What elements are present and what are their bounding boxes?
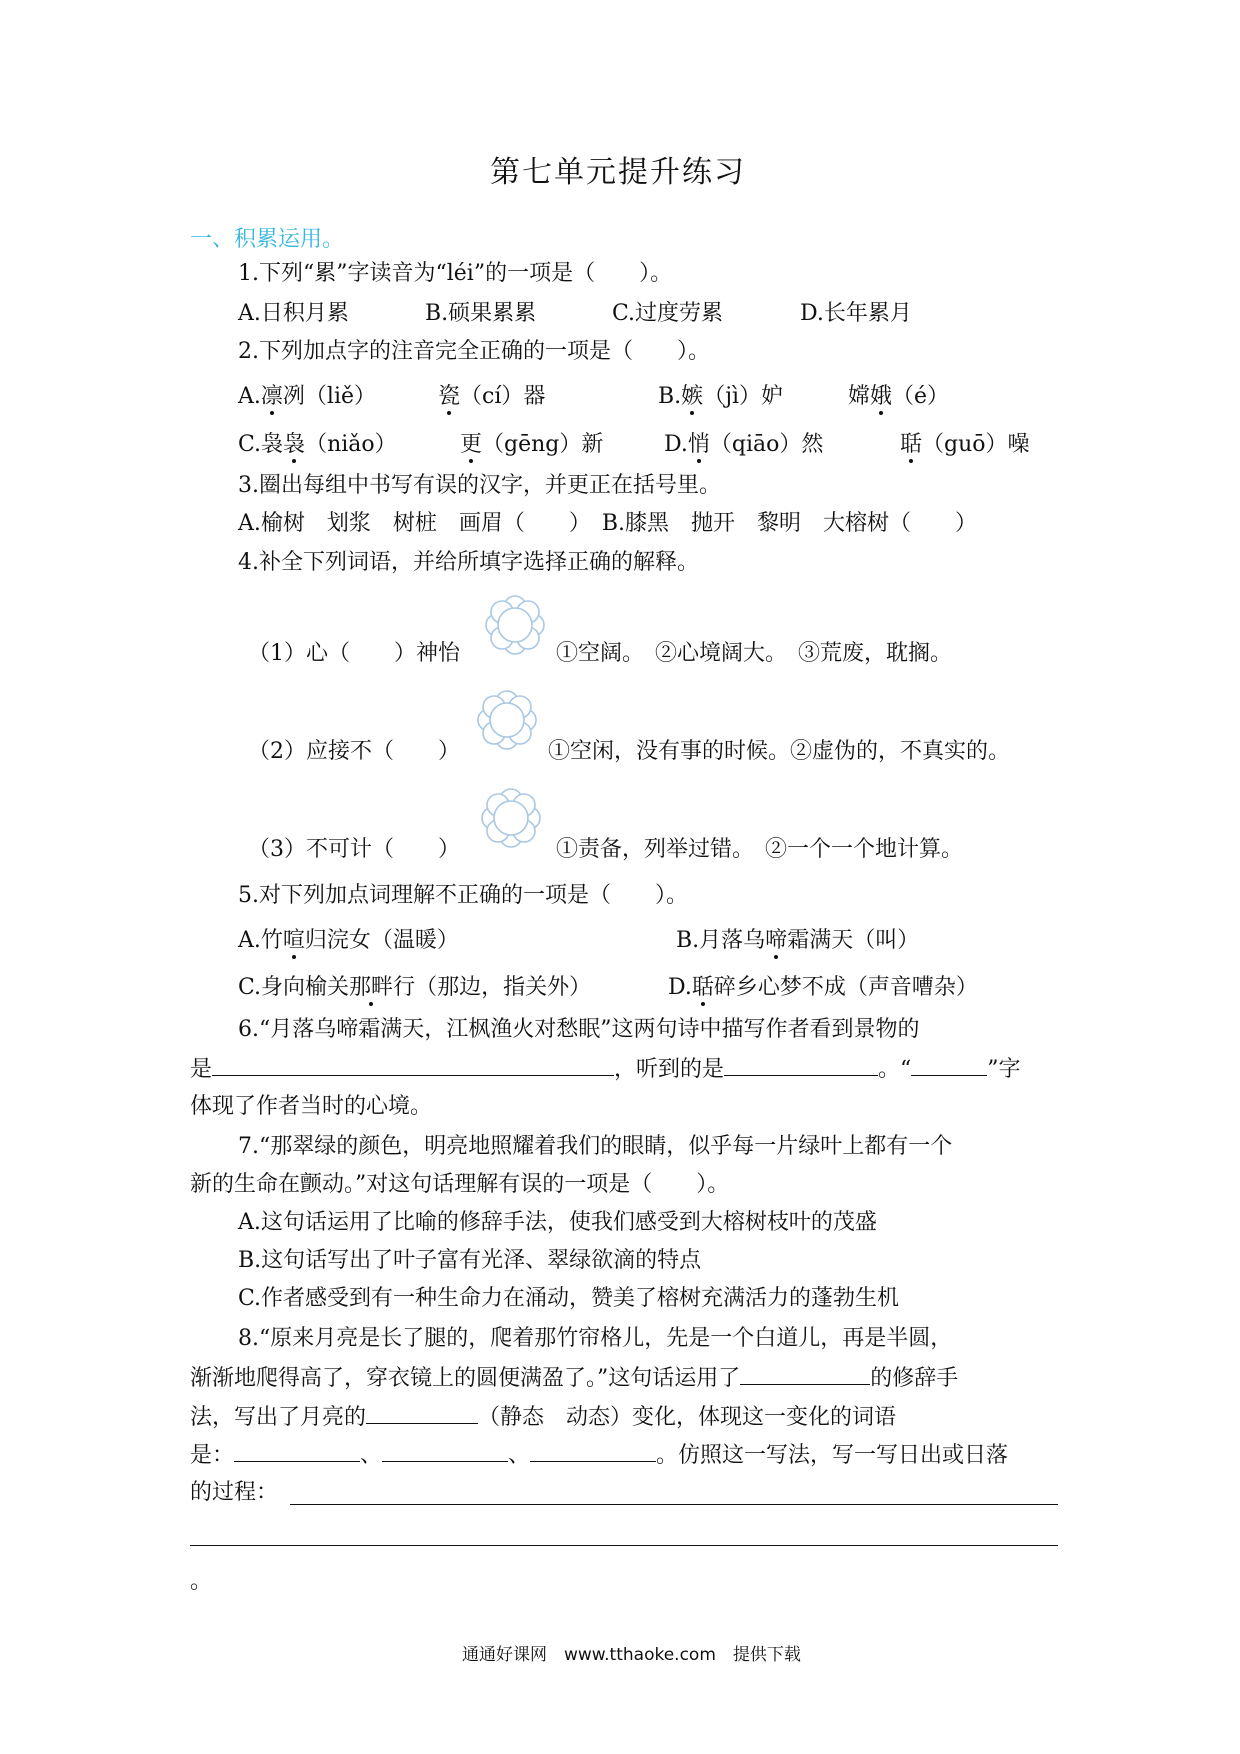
q5-option-a (238, 925, 459, 957)
text: ”字 (987, 1057, 1021, 1082)
q4-stem: 4.补全下列词语，并给所填字选择正确的解释。 (238, 550, 699, 575)
pinyin: （jì）妒 (703, 384, 784, 409)
q1-option-c: C.过度劳累 (612, 301, 724, 326)
text: B.月落乌 (676, 928, 766, 953)
q8-end-mark: 。 (190, 1569, 213, 1594)
text: C.身向榆关 (238, 975, 350, 1000)
text: 行（那边，指关外） (393, 975, 592, 1000)
pinyin: （qiāo）然 (709, 432, 824, 457)
dotted-char: 更 (460, 432, 483, 457)
q1-option-a: A.日积月累 (238, 301, 349, 326)
q8-line3 (190, 1401, 896, 1434)
q2-option-d1 (664, 429, 823, 461)
q4-item2: （2）应接不（ ） (248, 739, 460, 764)
dotted-char: 瓷 (438, 384, 461, 409)
answer-blank[interactable] (724, 1053, 878, 1076)
dotted-char: 嫉 (681, 384, 704, 409)
q5-option-d (668, 972, 978, 1004)
q4-item3-options: ①责备，列举过错。 ②一个一个地计算。 (556, 837, 964, 862)
text: 是 (190, 1057, 213, 1082)
label: B. (658, 384, 682, 409)
text: 霜满天（叫） (787, 928, 920, 953)
q7-option-b: B.这句话写出了叶子富有光泽、翠绿欲滴的特点 (238, 1248, 702, 1273)
dotted-char: 那畔 (349, 975, 394, 1000)
q3-stem: 3.圈出每组中书写有误的汉字，并更正在括号里。 (238, 473, 721, 498)
answer-blank[interactable] (530, 1439, 656, 1462)
pinyin: （é） (892, 384, 950, 409)
q2-option-d2 (900, 429, 1030, 461)
q4-item2-options: ①空闲，没有事的时候。②虚伪的，不真实的。 (548, 739, 1011, 764)
q8-line5: 的过程： (190, 1480, 279, 1505)
dotted-char: 凛 (260, 384, 283, 409)
answer-blank[interactable] (382, 1439, 508, 1462)
q7-line1: 7.“那翠绿的颜色，明亮地照耀着我们的眼睛，似乎每一片绿叶上都有一个 (238, 1134, 953, 1159)
q5-option-b (676, 925, 919, 957)
q7-option-c: C.作者感受到有一种生命力在涌动，赞美了榕树充满活力的蓬勃生机 (238, 1286, 900, 1311)
text: 归浣女（温暖） (304, 928, 459, 953)
pinyin: （gēng）新 (482, 432, 604, 457)
text: 是： (190, 1443, 235, 1468)
answer-line[interactable] (190, 1545, 1058, 1546)
q6-line2 (190, 1053, 1021, 1086)
flower-blank-icon (483, 593, 547, 657)
q5-stem: 5.对下列加点词理解不正确的一项是（ ）。 (238, 883, 688, 908)
dotted-char: 啼 (765, 928, 788, 953)
label: C.袅 (238, 432, 284, 457)
pinyin: （cí）器 (460, 384, 546, 409)
page-title: 第七单元提升练习 (490, 155, 746, 190)
q4-item3: （3）不可计（ ） (248, 837, 460, 862)
q1-stem: 1.下列“累”字读音为“léi”的一项是（ ）。 (238, 261, 673, 286)
text: （静态 动态）变化，体现这一变化的词语 (478, 1405, 897, 1430)
footer-credit: 通通好课网 www.tthaoke.com 提供下载 (462, 1645, 801, 1665)
q6-line3: 体现了作者当时的心境。 (190, 1094, 433, 1119)
q8-line1: 8.“原来月亮是长了腿的，爬着那竹帘格儿，先是一个白道儿，再是半圆， (238, 1326, 953, 1351)
section-heading: 一、积累运用。 (190, 227, 345, 252)
answer-blank[interactable] (911, 1053, 987, 1076)
flower-blank-icon (479, 786, 543, 850)
dotted-char: 娥 (870, 384, 893, 409)
q2-option-b1 (658, 381, 783, 413)
q5-option-c (238, 972, 591, 1004)
q8-line4 (190, 1439, 1008, 1472)
flower-blank-icon (475, 688, 539, 752)
answer-line[interactable] (290, 1504, 1058, 1505)
q8-line2 (190, 1362, 958, 1395)
dotted-char: 聒 (691, 975, 714, 1000)
text: 法，写出了月亮的 (190, 1405, 367, 1430)
q2-stem: 2.下列加点字的注音完全正确的一项是（ ）。 (238, 339, 710, 364)
text: 、 (360, 1443, 383, 1468)
text: 。“ (878, 1057, 912, 1082)
answer-blank[interactable] (234, 1439, 360, 1462)
q2-option-c1 (238, 429, 397, 461)
dotted-char: 喧 (282, 928, 305, 953)
q1-option-b: B.硕果累累 (425, 301, 537, 326)
pinyin: （guō）噪 (922, 432, 1030, 457)
text: 。仿照这一写法，写一写日出或日落 (656, 1443, 1009, 1468)
q3-line: A.榆树 划浆 树桩 画眉（ ） B.膝黑 抛开 黎明 大榕树（ ） (238, 511, 978, 536)
text: 、 (508, 1443, 531, 1468)
q6-line1: 6.“月落乌啼霜满天，江枫渔火对愁眠”这两句诗中描写作者看到景物的 (238, 1017, 920, 1042)
q4-item1-options: ①空阔。 ②心境阔大。 ③荒废，耽搁。 (556, 641, 953, 666)
q1-option-d: D.长年累月 (800, 301, 912, 326)
text: ，听到的是 (614, 1057, 725, 1082)
text: D. (668, 975, 692, 1000)
answer-blank[interactable] (212, 1053, 614, 1076)
text: 渐渐地爬得高了，穿衣镜上的圆便满盈了。”这句话运用了 (190, 1366, 741, 1391)
label: A. (238, 384, 261, 409)
answer-blank[interactable] (366, 1401, 478, 1424)
dotted-char: 聒 (900, 432, 923, 457)
text: 的修辞手 (870, 1366, 959, 1391)
q7-option-a: A.这句话运用了比喻的修辞手法，使我们感受到大榕树枝叶的茂盛 (238, 1210, 877, 1235)
pinyin: 冽（liě） (282, 384, 376, 409)
q2-option-c2 (460, 429, 603, 461)
q7-line2: 新的生命在颤动。”对这句话理解有误的一项是（ ）。 (190, 1172, 730, 1197)
q2-option-a2 (438, 381, 545, 413)
label: D. (664, 432, 688, 457)
text: 碎乡心梦不成（声音嘈杂） (713, 975, 978, 1000)
dotted-char: 悄 (687, 432, 710, 457)
q2-option-a1 (238, 381, 376, 413)
q2-option-b2 (848, 381, 949, 413)
q4-item1: （1）心（ ）神怡 (248, 641, 460, 666)
text: A.竹 (238, 928, 283, 953)
pinyin: （niǎo） (305, 432, 397, 457)
text: 嫦 (848, 384, 871, 409)
dotted-char: 袅 (283, 432, 306, 457)
answer-blank[interactable] (740, 1362, 870, 1385)
